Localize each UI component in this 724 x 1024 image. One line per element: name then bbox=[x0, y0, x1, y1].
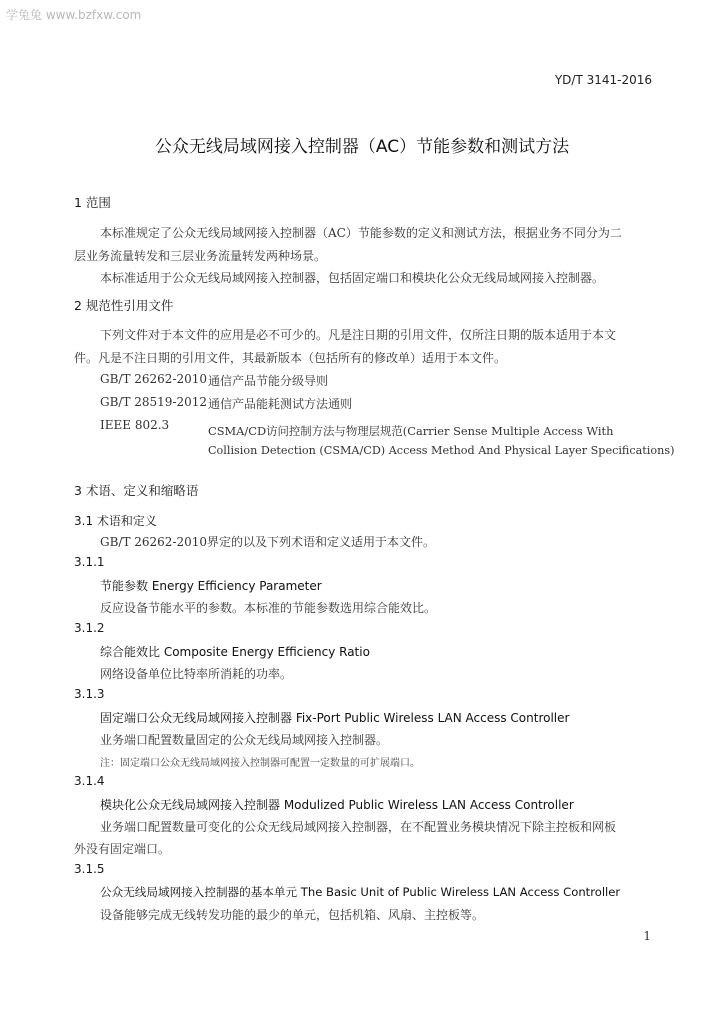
reference-title-line-2: Collision Detection (CSMA/CD) Access Method And Physical Layer Specifications) bbox=[208, 444, 675, 457]
term-number: 3.1.2 bbox=[74, 621, 105, 635]
term-number: 3.1.3 bbox=[74, 687, 105, 701]
section-1-heading: 1 范围 bbox=[74, 195, 111, 210]
reference-title: 通信产品能耗测试方法通则 bbox=[208, 397, 353, 411]
term-name: 固定端口公众无线局域网接入控制器 Fix-Port Public Wireless LAN Access Controller bbox=[100, 711, 570, 725]
watermark: 学兔兔 www.bzfxw.com bbox=[6, 8, 142, 22]
section-2-paragraph-line-1: 下列文件对于本文件的应用是必不可少的。凡是注日期的引用文件，仅所注日期的版本适用于本文 bbox=[100, 328, 617, 342]
reference-code: GB/T 28519-2012 bbox=[100, 395, 208, 409]
term-definition-line-2: 外没有固定端口。 bbox=[74, 842, 171, 856]
term-name: 模块化公众无线局域网接入控制器 Modulized Public Wireless LAN Access Controller bbox=[100, 798, 574, 812]
reference-code: IEEE 802.3 bbox=[100, 418, 170, 432]
term-definition: 网络设备单位比特率所消耗的功率。 bbox=[100, 667, 293, 681]
term-name: 公众无线局域网接入控制器的基本单元 The Basic Unit of Public Wireless LAN Access Controller bbox=[100, 885, 621, 899]
section-1-paragraph-2: 本标准适用于公众无线局域网接入控制器，包括固定端口和模块化公众无线局域网接入控制器。 bbox=[100, 271, 605, 285]
term-number: 3.1.5 bbox=[74, 862, 105, 876]
reference-code: GB/T 26262-2010 bbox=[100, 372, 208, 386]
document-code: YD/T 3141-2016 bbox=[554, 73, 652, 87]
term-definition: 业务端口配置数量固定的公众无线局域网接入控制器。 bbox=[100, 733, 389, 747]
section-3-1-heading: 3.1 术语和定义 bbox=[74, 514, 157, 528]
term-definition-line-1: 业务端口配置数量可变化的公众无线局域网接入控制器，在不配置业务模块情况下除主控板和网板 bbox=[100, 820, 617, 834]
page-number: 1 bbox=[643, 929, 651, 943]
term-number: 3.1.1 bbox=[74, 555, 105, 569]
document-title: 公众无线局域网接入控制器（AC）节能参数和测试方法 bbox=[154, 137, 570, 157]
term-definition: 反应设备节能水平的参数。本标准的节能参数选用综合能效比。 bbox=[100, 601, 437, 615]
term-number: 3.1.4 bbox=[74, 774, 105, 788]
section-1-paragraph-1-line-2: 层业务流量转发和三层业务流量转发两种场景。 bbox=[74, 249, 327, 263]
term-name: 节能参数 Energy Efficiency Parameter bbox=[100, 579, 322, 593]
section-3-heading: 3 术语、定义和缩略语 bbox=[74, 483, 199, 498]
term-definition: 设备能够完成无线转发功能的最少的单元，包括机箱、风扇、主控板等。 bbox=[100, 908, 485, 922]
section-1-paragraph-1-line-1: 本标准规定了公众无线局域网接入控制器（AC）节能参数的定义和测试方法，根据业务不同分为二 bbox=[100, 226, 622, 240]
section-2-paragraph-line-2: 件。凡是不注日期的引用文件，其最新版本（包括所有的修改单）适用于本文件。 bbox=[74, 351, 507, 365]
section-3-1-text: GB/T 26262-2010界定的以及下列术语和定义适用于本文件。 bbox=[100, 535, 436, 549]
reference-title: 通信产品节能分级导则 bbox=[208, 374, 329, 388]
reference-title-line-1: CSMA/CD访问控制方法与物理层规范(Carrier Sense Multiple Access With bbox=[208, 424, 614, 438]
term-name: 综合能效比 Composite Energy Efficiency Ratio bbox=[100, 645, 370, 659]
section-2-heading: 2 规范性引用文件 bbox=[74, 298, 174, 313]
term-note: 注：固定端口公众无线局域网接入控制器可配置一定数量的可扩展端口。 bbox=[100, 758, 420, 769]
